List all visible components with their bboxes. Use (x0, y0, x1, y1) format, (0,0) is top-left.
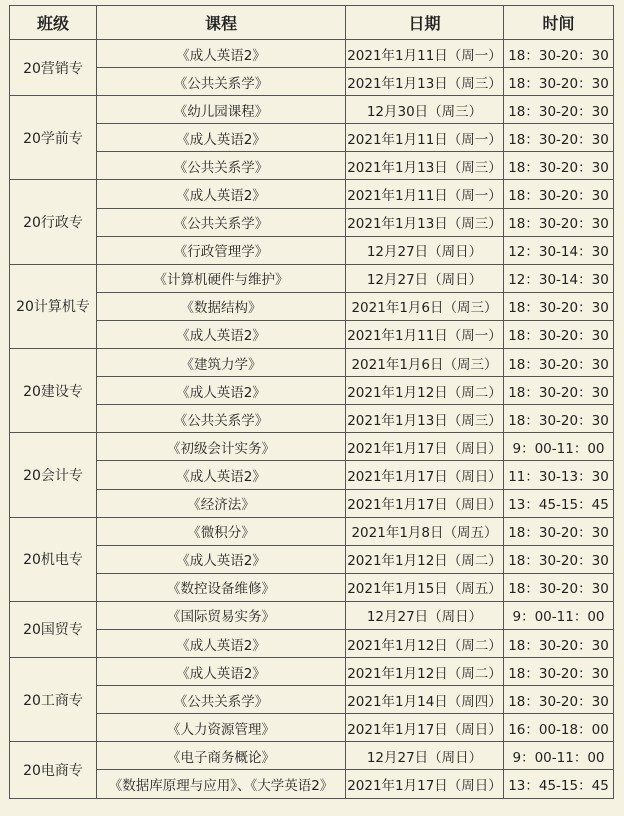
date-cell: 2021年1月8日（周五） (346, 517, 504, 545)
course-cell: 《成人英语2》 (97, 629, 346, 657)
time-cell: 18：30-20：30 (504, 517, 614, 545)
table-row (10, 461, 614, 489)
date-cell: 12月30日（周三） (346, 96, 504, 124)
course-cell: 《数据库原理与应用》、《大学英语2》 (97, 770, 346, 798)
table-header (10, 6, 614, 40)
date-cell: 2021年1月12日（周二） (346, 658, 504, 686)
time-cell: 13：45-15：45 (504, 770, 614, 798)
course-cell: 《计算机硬件与维护》 (97, 264, 346, 292)
date-cell: 2021年1月6日（周三） (346, 349, 504, 377)
course-cell: 《公共关系学》 (97, 405, 346, 433)
exam-schedule-table (9, 5, 614, 799)
date-cell: 2021年1月17日（周日） (346, 714, 504, 742)
table-row (10, 124, 614, 152)
course-cell: 《人力资源管理》 (97, 714, 346, 742)
date-cell: 12月27日（周日） (346, 601, 504, 629)
date-cell: 2021年1月13日（周三） (346, 68, 504, 96)
table-row (10, 40, 614, 68)
course-cell: 《成人英语2》 (97, 180, 346, 208)
time-cell: 18：30-20：30 (504, 40, 614, 68)
table-row (10, 545, 614, 573)
header-time: 时间 (504, 6, 614, 40)
time-cell: 18：30-20：30 (504, 686, 614, 714)
time-cell: 16：00-18：00 (504, 714, 614, 742)
table-row (10, 320, 614, 348)
table-row (10, 208, 614, 236)
date-cell: 2021年1月6日（周三） (346, 292, 504, 320)
time-cell: 18：30-20：30 (504, 320, 614, 348)
time-cell: 18：30-20：30 (504, 377, 614, 405)
table-row (10, 377, 614, 405)
table-row (10, 686, 614, 714)
date-cell: 2021年1月11日（周一） (346, 124, 504, 152)
date-cell: 12月27日（周日） (346, 742, 504, 770)
table-row (10, 770, 614, 798)
time-cell: 13：45-15：45 (504, 489, 614, 517)
time-cell: 12：30-14：30 (504, 236, 614, 264)
date-cell: 2021年1月13日（周三） (346, 208, 504, 236)
table-row (10, 68, 614, 96)
time-cell: 18：30-20：30 (504, 629, 614, 657)
course-cell: 《公共关系学》 (97, 686, 346, 714)
course-cell: 《电子商务概论》 (97, 742, 346, 770)
table-row (10, 96, 614, 124)
date-cell: 2021年1月13日（周三） (346, 405, 504, 433)
date-cell: 2021年1月15日（周五） (346, 573, 504, 601)
date-cell: 2021年1月14日（周四） (346, 686, 504, 714)
course-cell: 《建筑力学》 (97, 349, 346, 377)
time-cell: 11：30-13：30 (504, 461, 614, 489)
table-row (10, 742, 614, 770)
time-cell: 18：30-20：30 (504, 68, 614, 96)
date-cell: 2021年1月17日（周日） (346, 489, 504, 517)
course-cell: 《行政管理学》 (97, 236, 346, 264)
course-cell: 《成人英语2》 (97, 320, 346, 348)
class-cell: 20行政专 (10, 180, 97, 264)
table-row (10, 264, 614, 292)
course-cell: 《经济法》 (97, 489, 346, 517)
date-cell: 12月27日（周日） (346, 264, 504, 292)
table-row (10, 349, 614, 377)
table-body (10, 40, 614, 799)
time-cell: 18：30-20：30 (504, 349, 614, 377)
course-cell: 《幼儿园课程》 (97, 96, 346, 124)
course-cell: 《成人英语2》 (97, 377, 346, 405)
course-cell: 《国际贸易实务》 (97, 601, 346, 629)
course-cell: 《初级会计实务》 (97, 433, 346, 461)
table-row (10, 180, 614, 208)
time-cell: 9：00-11：00 (504, 601, 614, 629)
table-row (10, 433, 614, 461)
table-row (10, 152, 614, 180)
date-cell: 2021年1月11日（周一） (346, 40, 504, 68)
table-row (10, 714, 614, 742)
course-cell: 《成人英语2》 (97, 545, 346, 573)
time-cell: 18：30-20：30 (504, 208, 614, 236)
class-cell: 20计算机专 (10, 264, 97, 348)
course-cell: 《微积分》 (97, 517, 346, 545)
date-cell: 2021年1月17日（周日） (346, 433, 504, 461)
time-cell: 18：30-20：30 (504, 405, 614, 433)
time-cell: 18：30-20：30 (504, 180, 614, 208)
course-cell: 《成人英语2》 (97, 40, 346, 68)
course-cell: 《公共关系学》 (97, 152, 346, 180)
course-cell: 《数据结构》 (97, 292, 346, 320)
table-row (10, 236, 614, 264)
time-cell: 18：30-20：30 (504, 124, 614, 152)
time-cell: 9：00-11：00 (504, 433, 614, 461)
class-cell: 20机电专 (10, 517, 97, 601)
date-cell: 2021年1月17日（周日） (346, 461, 504, 489)
time-cell: 18：30-20：30 (504, 292, 614, 320)
class-cell: 20工商专 (10, 658, 97, 742)
class-cell: 20电商专 (10, 742, 97, 798)
time-cell: 18：30-20：30 (504, 96, 614, 124)
table-row (10, 658, 614, 686)
course-cell: 《数控设备维修》 (97, 573, 346, 601)
class-cell: 20学前专 (10, 96, 97, 180)
course-cell: 《成人英语2》 (97, 658, 346, 686)
class-cell: 20建设专 (10, 349, 97, 433)
time-cell: 18：30-20：30 (504, 658, 614, 686)
date-cell: 12月27日（周日） (346, 236, 504, 264)
header-course: 课程 (97, 6, 346, 40)
table-row (10, 292, 614, 320)
header-row (10, 6, 614, 40)
date-cell: 2021年1月13日（周三） (346, 152, 504, 180)
date-cell: 2021年1月12日（周二） (346, 377, 504, 405)
table-row (10, 489, 614, 517)
course-cell: 《公共关系学》 (97, 208, 346, 236)
course-cell: 《公共关系学》 (97, 68, 346, 96)
course-cell: 《成人英语2》 (97, 124, 346, 152)
table-row (10, 405, 614, 433)
date-cell: 2021年1月11日（周一） (346, 180, 504, 208)
date-cell: 2021年1月11日（周一） (346, 320, 504, 348)
time-cell: 18：30-20：30 (504, 573, 614, 601)
header-date: 日期 (346, 6, 504, 40)
class-cell: 20营销专 (10, 40, 97, 96)
date-cell: 2021年1月12日（周二） (346, 629, 504, 657)
date-cell: 2021年1月12日（周二） (346, 545, 504, 573)
table-row (10, 517, 614, 545)
class-cell: 20会计专 (10, 433, 97, 517)
time-cell: 12：30-14：30 (504, 264, 614, 292)
table-row (10, 601, 614, 629)
time-cell: 18：30-20：30 (504, 152, 614, 180)
header-class: 班级 (10, 6, 97, 40)
course-cell: 《成人英语2》 (97, 461, 346, 489)
time-cell: 9：00-11：00 (504, 742, 614, 770)
table-row (10, 629, 614, 657)
time-cell: 18：30-20：30 (504, 545, 614, 573)
class-cell: 20国贸专 (10, 601, 97, 657)
table-row (10, 573, 614, 601)
date-cell: 2021年1月17日（周日） (346, 770, 504, 798)
schedule-container (9, 5, 614, 799)
